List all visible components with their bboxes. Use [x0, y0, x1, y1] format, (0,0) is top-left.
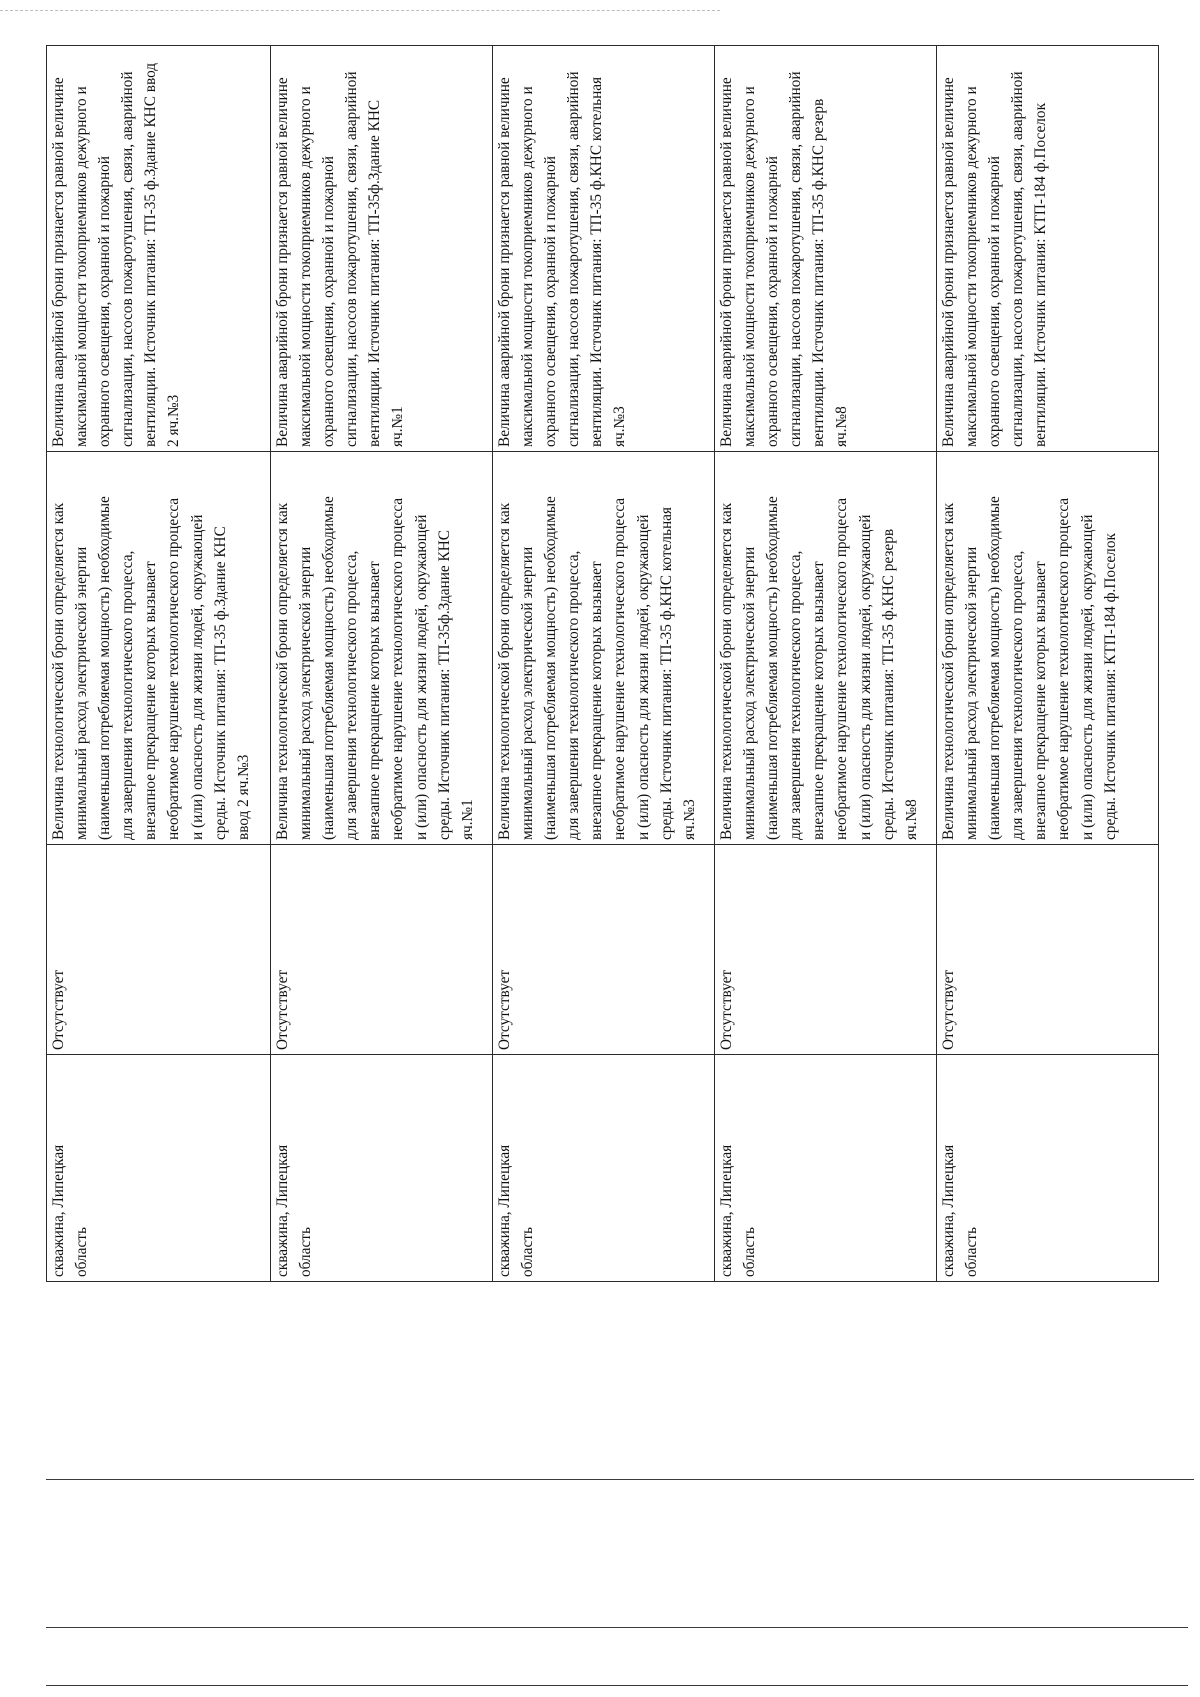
signature-rule — [46, 1479, 1194, 1480]
technological-reserve-cell: Величина технологической брони определяется как минимальный расход электрической энергии (наименьшая потребляемая мощность) необходимые для завершения технологического процесса, внезапное прекращение которых вызывает необратимое нарушение технологического процесса и (или) опасность для жизни людей, окружающей среды. Источник питания: ТП-35 ф.КНС резерв яч.№8 — [715, 452, 937, 845]
signature-rule — [46, 1627, 1188, 1628]
technological-reserve-cell: Величина технологической брони определяется как минимальный расход электрической энергии (наименьшая потребляемая мощность) необходимые для завершения технологического процесса, внезапное прекращение которых вызывает необратимое нарушение технологического процесса и (или) опасность для жизни людей, окружающей среды. Источник питания: ТП-35ф.Здание КНС яч.№1 — [271, 452, 493, 845]
availability-cell: Отсутствует — [715, 845, 937, 1055]
emergency-reserve-cell: Величина аварийной брони признается равной величине максимальной мощности токоприемников дежурного и охранного освещения, охранной и пожарной сигнализации, насосов пожаротушения, связи, аварийной вентиляции. Источник питания: ТП-35 ф.Здание КНС ввод 2 яч.№3 — [47, 46, 271, 452]
emergency-reserve-cell: Величина аварийной брони признается равной величине максимальной мощности токоприемников дежурного и охранного освещения, охранной и пожарной сигнализации, насосов пожаротушения, связи, аварийной вентиляции. Источник питания: ТП-35ф.Здание КНС яч.№1 — [271, 46, 493, 452]
location-cell: скважина, Липецкая область — [271, 1055, 493, 1282]
technological-reserve-cell: Величина технологической брони определяется как минимальный расход электрической энергии (наименьшая потребляемая мощность) необходимые для завершения технологического процесса, внезапное прекращение которых вызывает необратимое нарушение технологического процесса и (или) опасность для жизни людей, окружающей среды. Источник питания: ТП-35 ф.КНС котельная яч.№3 — [493, 452, 715, 845]
emergency-reserve-cell: Величина аварийной брони признается равной величине максимальной мощности токоприемников дежурного и охранного освещения, охранной и пожарной сигнализации, насосов пожаротушения, связи, аварийной вентиляции. Источник питания: ТП-35 ф.КНС резерв яч.№8 — [715, 46, 937, 452]
technological-reserve-cell: Величина технологической брони определяется как минимальный расход электрической энергии (наименьшая потребляемая мощность) необходимые для завершения технологического процесса, внезапное прекращение которых вызывает необратимое нарушение технологического процесса и (или) опасность для жизни людей, окружающей среды. Источник питания: КТП-184 ф.Поселок — [937, 452, 1159, 845]
table-row — [271, 46, 493, 1282]
power-reserve-table — [46, 45, 1159, 1282]
rotated-table-sheet — [46, 46, 1160, 1282]
emergency-reserve-cell: Величина аварийной брони признается равной величине максимальной мощности токоприемников дежурного и охранного освещения, охранной и пожарной сигнализации, насосов пожаротушения, связи, аварийной вентиляции. Источник питания: КТП-184 ф.Поселок — [937, 46, 1159, 452]
emergency-reserve-cell: Величина аварийной брони признается равной величине максимальной мощности токоприемников дежурного и охранного освещения, охранной и пожарной сигнализации, насосов пожаротушения, связи, аварийной вентиляции. Источник питания: ТП-35 ф.КНС котельная яч.№3 — [493, 46, 715, 452]
availability-cell: Отсутствует — [493, 845, 715, 1055]
table-row — [47, 46, 271, 1282]
table-row — [937, 46, 1159, 1282]
table-row — [493, 46, 715, 1282]
location-cell: скважина, Липецкая область — [47, 1055, 271, 1282]
availability-cell: Отсутствует — [937, 845, 1159, 1055]
location-cell: скважина, Липецкая область — [493, 1055, 715, 1282]
availability-cell: Отсутствует — [271, 845, 493, 1055]
scan-edge — [0, 10, 720, 11]
availability-cell: Отсутствует — [47, 845, 271, 1055]
table-row — [715, 46, 937, 1282]
signature-rule — [46, 1685, 1188, 1686]
location-cell: скважина, Липецкая область — [937, 1055, 1159, 1282]
technological-reserve-cell: Величина технологической брони определяется как минимальный расход электрической энергии (наименьшая потребляемая мощность) необходимые для завершения технологического процесса, внезапное прекращение которых вызывает необратимое нарушение технологического процесса и (или) опасность для жизни людей, окружающей среды. Источник питания: ТП-35 ф.Здание КНС ввод 2 яч.№3 — [47, 452, 271, 845]
location-cell: скважина, Липецкая область — [715, 1055, 937, 1282]
